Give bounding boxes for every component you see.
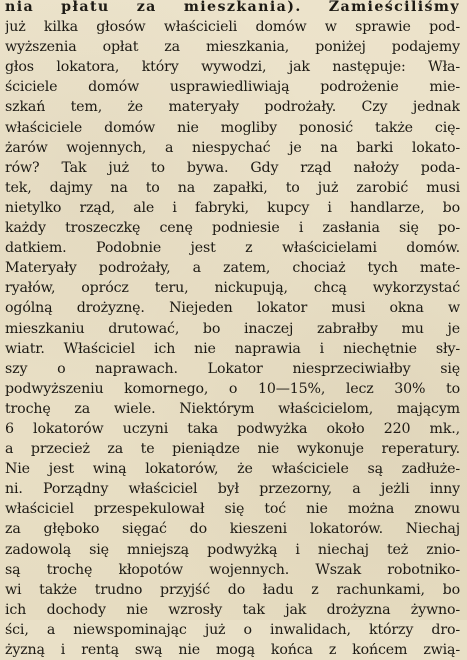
article-line: wyższenia opłat za mieszkania, poniżej podajemy xyxy=(5,39,460,56)
article-line: właściciele domów nie mogliby ponosić także cię- xyxy=(5,119,460,136)
article-line: ści, a niewspominając już o inwalidach, którzy dro- xyxy=(5,621,460,638)
article-line: ich dochody nie wzrosły tak jak drożyzna żywno- xyxy=(5,601,460,618)
article-line: rów? Tak już to bywa. Gdy rząd nałoży poda- xyxy=(5,159,460,176)
article-line: żarów wojennych, a niespychać je na barki lokato- xyxy=(5,139,460,156)
article-line: 6 lokatorów uczyni taka podwyżka około 220 mk., xyxy=(5,420,460,437)
article-line: trochę za wiele. Niektórym właścicielom, mającym xyxy=(5,400,460,417)
article-line: szy o naprawach. Lokator niesprzeciwiałby się xyxy=(5,360,460,377)
article-text-column xyxy=(5,0,460,660)
article-line: żyzną i rentą swą nie mogą końca z końcem zwią- xyxy=(5,642,460,658)
article-line: a przecież za te pieniądze nie wykonuje reperatury. xyxy=(5,441,460,458)
article-line: ryałów, oprócz teru, nickupują, chcą wykorzystać xyxy=(5,280,460,297)
article-line: ogólną drożyznę. Niejeden lokator musi okna w xyxy=(5,300,460,317)
article-line: zadowolą się mniejszą podwyżką i niechaj też znio- xyxy=(5,541,460,558)
article-line: za głęboko sięgać do kieszeni lokatorów. Niechaj xyxy=(5,521,460,538)
article-line: właściciel przespekulował się toć nie można znowu xyxy=(5,501,460,518)
article-line: wiatr. Właściciel ich nie naprawia i niechętnie sły- xyxy=(5,340,460,357)
article-line: ni. Porządny właściciel był przezorny, a jeżli inny xyxy=(5,481,460,498)
article-line: nietylko rząd, ale i fabryki, kupcy i handlarze, bo xyxy=(5,199,460,216)
article-line: głos lokatora, który wywodzi, jak następuje: Wła- xyxy=(5,59,460,76)
article-line: Materyały podrożały, a zatem, chociaż tych mate- xyxy=(5,260,460,277)
article-line: już kilka głosów właścicieli domów w sprawie pod- xyxy=(5,19,460,36)
article-line: są trochę kłopotów wojennych. Wszak robotniko- xyxy=(5,561,460,578)
article-line: ściciele domów usprawiedliwiają podrożenie mie- xyxy=(5,79,460,96)
article-line: każdy troszeczkę cenę podniesie i zasłania się po- xyxy=(5,220,460,237)
article-line: wi także trudno przyjść do ładu z rachunkami, bo xyxy=(5,581,460,598)
article-line: mieszkaniu drutować, bo inaczej zabrałby mu je xyxy=(5,320,460,337)
article-line: Nie jest winą lokatorów, że właściciele są zadłuże- xyxy=(5,461,460,478)
article-line: datkiem. Podobnie jest z właścicielami domów. xyxy=(5,240,460,257)
article-line: tek, dajmy na to na zapałki, to już zarobić musi xyxy=(5,179,460,196)
article-line: nia płatu za mieszkania). Zamieściliśmy xyxy=(5,0,460,15)
article-line: szkań tem, że materyały podrożały. Czy jednak xyxy=(5,99,460,116)
article-line: podwyższeniu komornego, o 10—15%, lecz 30% to xyxy=(5,380,460,397)
